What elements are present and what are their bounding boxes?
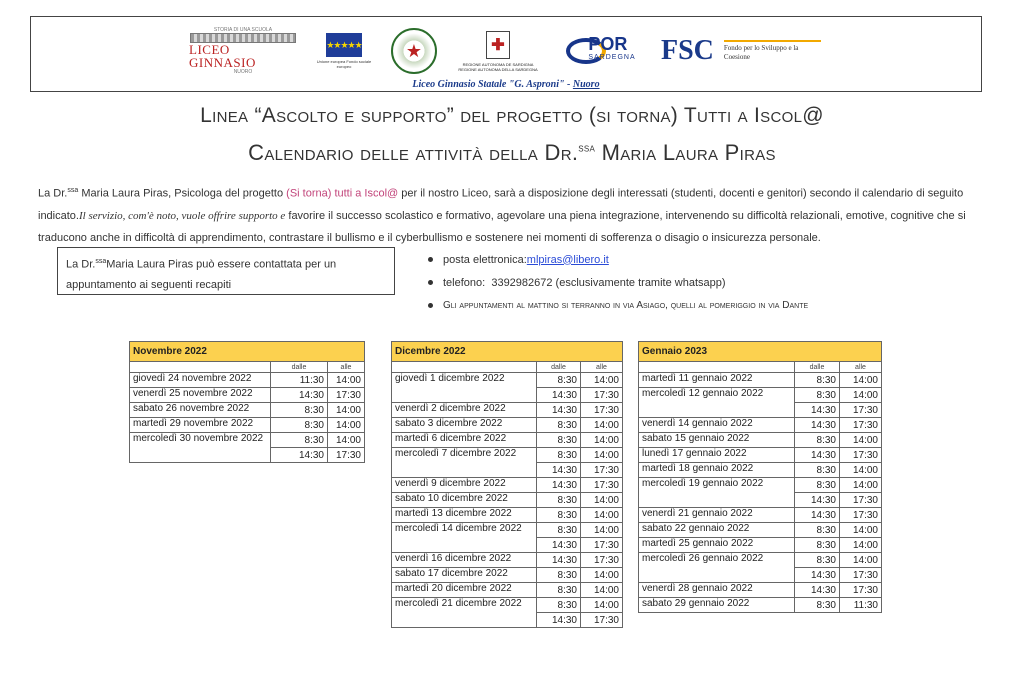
end-time-cell: 17:30 (840, 568, 882, 583)
start-time-cell: 14:30 (537, 613, 581, 628)
calendar-row (639, 388, 882, 403)
italian-republic-emblem (391, 28, 437, 74)
to-column-header: alle (840, 362, 882, 373)
liceo-ginnasio-logo (189, 27, 297, 75)
calendar-row (130, 388, 365, 403)
regione-sardegna-logo (455, 28, 541, 74)
day-cell: giovedì 1 dicembre 2022 (392, 373, 537, 403)
calendar-row (639, 373, 882, 388)
intro-italic: Il servizio, com'è noto, vuole offrire supporto e (78, 209, 286, 222)
start-time-cell: 8:30 (271, 418, 328, 433)
end-time-cell: 14:00 (840, 538, 882, 553)
calendar-row (130, 433, 365, 448)
end-time-cell: 14:00 (581, 433, 623, 448)
column-header-row (392, 362, 623, 373)
end-time-cell: 14:00 (581, 508, 623, 523)
day-cell: mercoledì 26 gennaio 2022 (639, 553, 795, 583)
day-cell: venerdì 21 gennaio 2022 (639, 508, 795, 523)
day-cell: venerdì 2 dicembre 2022 (392, 403, 537, 418)
start-time-cell: 14:30 (271, 448, 328, 463)
day-cell: sabato 17 dicembre 2022 (392, 568, 537, 583)
end-time-cell: 17:30 (581, 613, 623, 628)
intro-p3: per il nostro Liceo, sarà a disposizione degli interessati (studenti, docenti e genitori) secondo il calendario di seguito indicato. (38, 187, 964, 222)
logo-strip (189, 25, 821, 77)
calendar-row (392, 523, 623, 538)
day-column-header (130, 362, 271, 373)
contact-box-pre: La Dr. (66, 258, 96, 271)
column-header-row (130, 362, 365, 373)
column-header-row (639, 362, 882, 373)
calendar-row (639, 538, 882, 553)
por-sardegna-logo (559, 31, 643, 71)
day-cell: sabato 26 novembre 2022 (130, 403, 271, 418)
end-time-cell: 17:30 (328, 448, 365, 463)
end-time-cell: 14:00 (581, 568, 623, 583)
calendar-row (639, 448, 882, 463)
start-time-cell: 8:30 (795, 433, 840, 448)
end-time-cell: 17:30 (581, 538, 623, 553)
day-cell: sabato 10 dicembre 2022 (392, 493, 537, 508)
end-time-cell: 14:00 (328, 403, 365, 418)
contact-bullet-list (428, 248, 808, 317)
appointments-location-note: Gli appuntamenti al mattino si terranno in via Asiago, quelli al pomeriggio in via Dante (443, 300, 809, 311)
day-column-header (639, 362, 795, 373)
calendar-november-2022 (129, 341, 365, 463)
day-cell: martedì 20 dicembre 2022 (392, 583, 537, 598)
sardegna-logo-caption: REGIONE AUTONOMA DE SARDIGNA REGIONE AUTONOMA DELLA SARDEGNA (458, 61, 538, 72)
start-time-cell: 8:30 (537, 418, 581, 433)
end-time-cell: 17:30 (840, 448, 882, 463)
bullet-dot-icon (428, 257, 433, 262)
liceo-logo-name: LICEO GINNASIO (189, 42, 256, 70)
end-time-cell: 14:00 (840, 478, 882, 493)
end-time-cell: 14:00 (840, 553, 882, 568)
calendar-row (639, 523, 882, 538)
calendar-december-2022 (391, 341, 623, 628)
project-name-highlight: (Si torna) tutti a Iscol@ (286, 187, 399, 200)
start-time-cell: 14:30 (795, 403, 840, 418)
end-time-cell: 17:30 (581, 403, 623, 418)
calendar-row (639, 433, 882, 448)
calendar-row (130, 373, 365, 388)
from-column-header: dalle (537, 362, 581, 373)
liceo-logo-small-text: STORIA DI UNA SCUOLA (213, 27, 273, 33)
day-cell: martedì 11 gennaio 2022 (639, 373, 795, 388)
school-name-caption (31, 79, 981, 90)
calendar-row (639, 508, 882, 523)
end-time-cell: 17:30 (581, 388, 623, 403)
liceo-logo-city: NUORO (233, 69, 253, 75)
end-time-cell: 14:00 (328, 373, 365, 388)
to-column-header: alle (328, 362, 365, 373)
month-header-row (130, 342, 365, 362)
end-time-cell: 14:00 (328, 418, 365, 433)
contact-bullet-email (428, 248, 808, 271)
month-header-row (392, 342, 623, 362)
end-time-cell: 17:30 (581, 463, 623, 478)
start-time-cell: 14:30 (271, 388, 328, 403)
end-time-cell: 17:30 (840, 493, 882, 508)
calendar-row (639, 583, 882, 598)
school-name: Liceo Ginnasio Statale "G. Asproni" - (412, 79, 573, 90)
fsc-logo (661, 28, 821, 74)
republic-star-icon: ★ (405, 40, 423, 61)
start-time-cell: 8:30 (795, 373, 840, 388)
calendar-row (392, 568, 623, 583)
calendar-row (392, 583, 623, 598)
start-time-cell: 8:30 (537, 583, 581, 598)
bullet-dot-icon (428, 280, 433, 285)
end-time-cell: 14:00 (840, 463, 882, 478)
title-line2-post: Maria Laura Piras (595, 140, 776, 165)
email-label: posta elettronica: (443, 253, 527, 266)
day-cell: mercoledì 21 dicembre 2022 (392, 598, 537, 628)
day-cell: sabato 22 gennaio 2022 (639, 523, 795, 538)
day-cell: lunedì 17 gennaio 2022 (639, 448, 795, 463)
eu-logo-caption: Unione europea Fondo sociale europeo (316, 59, 372, 69)
contact-box-text: Maria Laura Piras può essere contattata per un appuntamento ai seguenti recapiti (66, 258, 337, 291)
por-logo-text: POR (588, 34, 628, 54)
end-time-cell: 14:00 (840, 388, 882, 403)
calendar-row (392, 553, 623, 568)
end-time-cell: 17:30 (581, 478, 623, 493)
title-line2-pre: Calendario delle attività della Dr. (248, 140, 579, 165)
start-time-cell: 14:30 (537, 553, 581, 568)
start-time-cell: 14:30 (795, 583, 840, 598)
calendar-row (639, 598, 882, 613)
start-time-cell: 8:30 (537, 508, 581, 523)
end-time-cell: 14:00 (581, 583, 623, 598)
phone-number: 3392982672 (esclusivamente tramite whatsapp) (491, 276, 726, 289)
end-time-cell: 11:30 (840, 598, 882, 613)
por-logo-subtext: SARDEGNA (588, 54, 636, 61)
day-cell: sabato 3 dicembre 2022 (392, 418, 537, 433)
fsc-logo-subtext: Fondo per lo Sviluppo e la Coesione (724, 40, 821, 62)
start-time-cell: 14:30 (537, 463, 581, 478)
end-time-cell: 14:00 (840, 373, 882, 388)
day-cell: mercoledì 30 novembre 2022 (130, 433, 271, 463)
calendar-row (392, 493, 623, 508)
calendar-row (639, 463, 882, 478)
from-column-header: dalle (795, 362, 840, 373)
month-title: Novembre 2022 (130, 342, 365, 362)
calendar-row (639, 553, 882, 568)
calendar-row (392, 403, 623, 418)
calendar-row (639, 418, 882, 433)
fsc-logo-text: FSC (661, 35, 714, 66)
start-time-cell: 14:30 (795, 418, 840, 433)
day-cell: venerdì 16 dicembre 2022 (392, 553, 537, 568)
day-cell: venerdì 9 dicembre 2022 (392, 478, 537, 493)
day-cell: martedì 18 gennaio 2022 (639, 463, 795, 478)
start-time-cell: 8:30 (271, 403, 328, 418)
day-cell: sabato 29 gennaio 2022 (639, 598, 795, 613)
start-time-cell: 8:30 (537, 598, 581, 613)
start-time-cell: 11:30 (271, 373, 328, 388)
email-link[interactable]: mlpiras@libero.it (526, 253, 609, 266)
eu-flag-icon: ★★★★★ (326, 33, 362, 57)
start-time-cell: 14:30 (537, 403, 581, 418)
day-cell: martedì 25 gennaio 2022 (639, 538, 795, 553)
start-time-cell: 14:30 (795, 448, 840, 463)
start-time-cell: 8:30 (271, 433, 328, 448)
intro-paragraph (38, 180, 986, 249)
day-cell: venerdì 25 novembre 2022 (130, 388, 271, 403)
end-time-cell: 14:00 (581, 448, 623, 463)
month-title: Gennaio 2023 (639, 342, 882, 362)
start-time-cell: 8:30 (795, 388, 840, 403)
start-time-cell: 14:30 (537, 478, 581, 493)
month-title: Dicembre 2022 (392, 342, 623, 362)
calendar-row (392, 373, 623, 388)
day-cell: martedì 6 dicembre 2022 (392, 433, 537, 448)
eu-logo (315, 28, 373, 74)
end-time-cell: 17:30 (581, 553, 623, 568)
bullet-dot-icon (428, 303, 433, 308)
start-time-cell: 8:30 (795, 598, 840, 613)
start-time-cell: 8:30 (537, 523, 581, 538)
end-time-cell: 14:00 (581, 598, 623, 613)
day-cell: martedì 13 dicembre 2022 (392, 508, 537, 523)
contact-bullet-note (428, 294, 808, 317)
calendar-row (392, 433, 623, 448)
to-column-header: alle (581, 362, 623, 373)
contact-info-box (57, 247, 395, 295)
day-cell: mercoledì 14 dicembre 2022 (392, 523, 537, 553)
start-time-cell: 8:30 (537, 373, 581, 388)
document-title-line2 (0, 140, 1024, 166)
day-column-header (392, 362, 537, 373)
start-time-cell: 14:30 (795, 493, 840, 508)
phone-label: telefono: (443, 276, 486, 289)
day-cell: martedì 29 novembre 2022 (130, 418, 271, 433)
start-time-cell: 14:30 (537, 388, 581, 403)
calendar-row (639, 478, 882, 493)
start-time-cell: 8:30 (795, 523, 840, 538)
calendar-row (392, 448, 623, 463)
end-time-cell: 17:30 (840, 403, 882, 418)
day-cell: venerdì 14 gennaio 2022 (639, 418, 795, 433)
intro-p4: favorire il successo scolastico e formativo, agevolare una piena integrazione, intervenendo su difficoltà relazionali, emotive, cognitive che si traducono anche in difficoltà di apprendimento, contrastare il bullismo e il cyberbullismo e sostenere nei momenti di sofferenza o disagio o insicurezza personale. (38, 209, 966, 244)
start-time-cell: 8:30 (795, 538, 840, 553)
day-cell: venerdì 28 gennaio 2022 (639, 583, 795, 598)
end-time-cell: 14:00 (581, 493, 623, 508)
calendar-row (392, 508, 623, 523)
title-line2-sup: ssa (578, 142, 596, 155)
end-time-cell: 14:00 (581, 523, 623, 538)
start-time-cell: 14:30 (795, 508, 840, 523)
end-time-cell: 14:00 (581, 418, 623, 433)
start-time-cell: 8:30 (795, 553, 840, 568)
intro-p2: Maria Laura Piras, Psicologa del progetto (78, 187, 287, 200)
calendar-row (130, 418, 365, 433)
from-column-header: dalle (271, 362, 328, 373)
start-time-cell: 14:30 (537, 538, 581, 553)
calendar-row (392, 418, 623, 433)
day-cell: mercoledì 7 dicembre 2022 (392, 448, 537, 478)
calendar-row (392, 478, 623, 493)
school-city: Nuoro (572, 79, 600, 90)
sardegna-shield-icon: ✚ (486, 31, 510, 59)
day-cell: sabato 15 gennaio 2022 (639, 433, 795, 448)
intro-sup: ssa (67, 187, 79, 194)
month-header-row (639, 342, 882, 362)
calendar-january-2023 (638, 341, 882, 613)
end-time-cell: 17:30 (328, 388, 365, 403)
header-logo-banner (30, 16, 982, 92)
calendar-row (392, 598, 623, 613)
day-cell: mercoledì 12 gennaio 2022 (639, 388, 795, 418)
end-time-cell: 14:00 (840, 433, 882, 448)
start-time-cell: 8:30 (795, 463, 840, 478)
end-time-cell: 17:30 (840, 418, 882, 433)
end-time-cell: 14:00 (581, 373, 623, 388)
day-cell: mercoledì 19 gennaio 2022 (639, 478, 795, 508)
document-title-line1: Linea “Ascolto e supporto” del progetto (si torna) Tutti a Iscol@ (200, 104, 824, 127)
end-time-cell: 14:00 (840, 523, 882, 538)
end-time-cell: 14:00 (328, 433, 365, 448)
contact-bullet-phone (428, 271, 808, 294)
start-time-cell: 8:30 (537, 568, 581, 583)
start-time-cell: 8:30 (795, 478, 840, 493)
start-time-cell: 8:30 (537, 493, 581, 508)
calendar-row (130, 403, 365, 418)
start-time-cell: 8:30 (537, 433, 581, 448)
end-time-cell: 17:30 (840, 583, 882, 598)
start-time-cell: 14:30 (795, 568, 840, 583)
day-cell: giovedì 24 novembre 2022 (130, 373, 271, 388)
intro-p1: La Dr. (38, 187, 68, 200)
end-time-cell: 17:30 (840, 508, 882, 523)
contact-box-sup: ssa (95, 258, 107, 265)
start-time-cell: 8:30 (537, 448, 581, 463)
